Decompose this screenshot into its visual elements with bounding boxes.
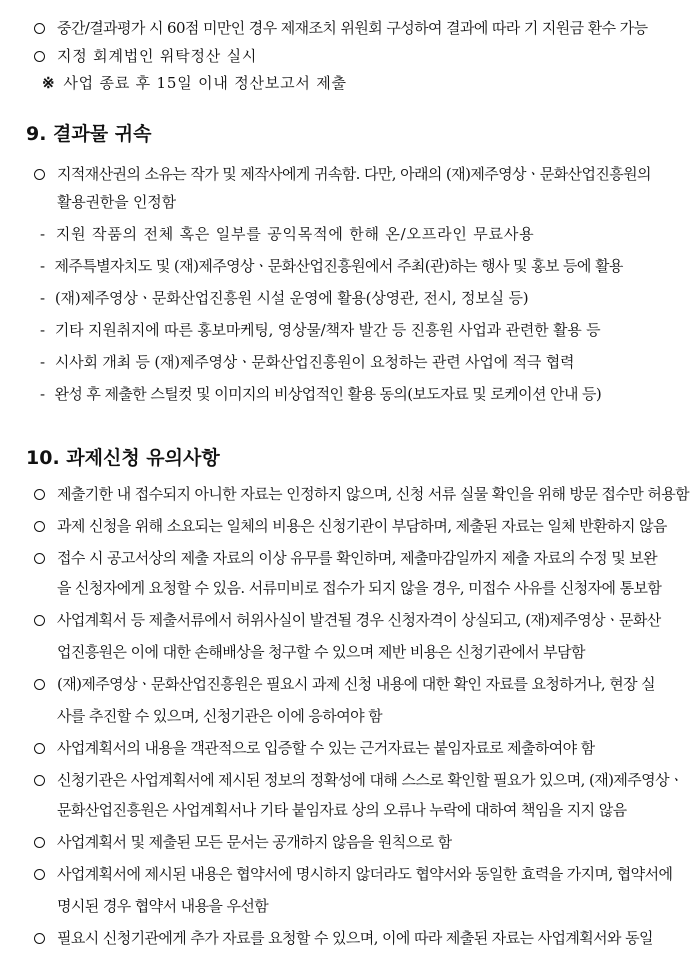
section-10-item-6: 사업계획서의 내용을 객관적으로 입증할 수 있는 근거자료는 붙임자료로 제출하여야 함 — [34, 738, 595, 758]
section-9-main-item-continued: 활용권한을 인정함 — [57, 193, 176, 211]
section-10-item-5-continued: 사를 추진할 수 있으며, 신청기관은 이에 응하여야 함 — [57, 707, 383, 725]
section-10-item-5: (재)제주영상ㆍ문화산업진흥원은 필요시 과제 신청 내용에 대한 확인 자료를 요청하거나, 현장 실 — [34, 674, 655, 694]
section-10-item-4-continued: 업진흥원은 이에 대한 손해배상을 청구할 수 있으며 제반 비용은 신청기관에서 부담함 — [57, 643, 585, 661]
circle-bullet-icon — [34, 933, 45, 944]
dash-bullet-icon: - — [40, 321, 45, 339]
circle-bullet-icon — [34, 837, 45, 848]
section-9-main-item: 지적재산권의 소유는 작가 및 제작사에게 귀속함. 다만, 아래의 (재)제주영상ㆍ문화산업진흥원의 — [34, 164, 651, 184]
circle-bullet-icon — [34, 51, 45, 62]
note-mark-icon: ※ — [42, 74, 56, 92]
section-10-item-2: 과제 신청을 위해 소요되는 일체의 비용은 신청기관이 부담하며, 제출된 자료는 일체 반환하지 않음 — [34, 516, 667, 536]
section-10-item-4: 사업계획서 등 제출서류에서 허위사실이 발견될 경우 신청자격이 상실되고, (재)제주영상ㆍ문화산 — [34, 610, 661, 630]
section-10-item-8: 사업계획서 및 제출된 모든 문서는 공개하지 않음을 원칙으로 함 — [34, 832, 452, 852]
section-10-item-3: 접수 시 공고서상의 제출 자료의 이상 유무를 확인하며, 제출마감일까지 제출 자료의 수정 및 보완 — [34, 548, 657, 568]
circle-bullet-icon — [34, 869, 45, 880]
section-9-sub-item-4: - 기타 지원취지에 따른 홍보마케팅, 영상물/책자 발간 등 진흥원 사업과 관련한 활용 등 — [40, 321, 601, 339]
circle-bullet-icon — [34, 743, 45, 754]
section-10-item-7: 신청기관은 사업계획서에 제시된 정보의 정확성에 대해 스스로 확인할 필요가 있으며, (재)제주영상ㆍ — [34, 770, 683, 790]
circle-bullet-icon — [34, 679, 45, 690]
section-10-item-9-continued: 명시된 경우 협약서 내용을 우선함 — [57, 897, 269, 915]
section-10-item-10: 필요시 신청기관에게 추가 자료를 요청할 수 있으며, 이에 따라 제출된 자료는 사업계획서와 동일 — [34, 928, 653, 948]
top-bullet-2: 지정 회계법인 위탁정산 실시 — [34, 46, 257, 66]
section-9-sub-item-5: - 시사회 개최 등 (재)제주영상ㆍ문화산업진흥원이 요청하는 관련 사업에 적극 협력 — [40, 353, 575, 371]
dash-bullet-icon: - — [40, 225, 46, 243]
top-note: ※ 사업 종료 후 15일 이내 정산보고서 제출 — [42, 74, 347, 92]
dash-bullet-icon: - — [40, 289, 45, 307]
circle-bullet-icon — [34, 489, 45, 500]
circle-bullet-icon — [34, 615, 45, 626]
circle-bullet-icon — [34, 553, 45, 564]
top-bullet-1: 중간/결과평가 시 60점 미만인 경우 제재조치 위원회 구성하여 결과에 따라 기 지원금 환수 가능 — [34, 18, 647, 38]
circle-bullet-icon — [34, 169, 45, 180]
dash-bullet-icon: - — [40, 353, 45, 371]
section-10-item-7-continued: 문화산업진흥원은 사업계획서나 기타 붙임자료 상의 오류나 누락에 대하여 책임을 지지 않음 — [57, 801, 627, 819]
section-9-sub-item-1: - 지원 작품의 전체 혹은 일부를 공익목적에 한해 온/오프라인 무료사용 — [40, 225, 535, 243]
section-10-item-9: 사업계획서에 제시된 내용은 협약서에 명시하지 않더라도 협약서와 동일한 효력을 가지며, 협약서에 — [34, 864, 672, 884]
section-10-title: 10. 과제신청 유의사항 — [26, 447, 220, 469]
circle-bullet-icon — [34, 521, 45, 532]
section-9-sub-item-6: - 완성 후 제출한 스틸컷 및 이미지의 비상업적인 활용 동의(보도자료 및 로케이션 안내 등) — [40, 385, 602, 403]
circle-bullet-icon — [34, 23, 45, 34]
section-10-item-1: 제출기한 내 접수되지 아니한 자료는 인정하지 않으며, 신청 서류 실물 확인을 위해 방문 접수만 허용함 — [34, 484, 689, 504]
section-9-sub-item-3: - (재)제주영상ㆍ문화산업진흥원 시설 운영에 활용(상영관, 전시, 정보실 등) — [40, 289, 529, 307]
section-9-title: 9. 결과물 귀속 — [26, 123, 152, 145]
dash-bullet-icon: - — [40, 385, 45, 403]
section-9-sub-item-2: - 제주특별자치도 및 (재)제주영상ㆍ문화산업진흥원에서 주최(관)하는 행사 및 홍보 등에 활용 — [40, 257, 623, 275]
circle-bullet-icon — [34, 775, 45, 786]
section-10-item-3-continued: 을 신청자에게 요청할 수 있음. 서류미비로 접수가 되지 않을 경우, 미접수 사유를 신청자에 통보함 — [57, 579, 662, 597]
dash-bullet-icon: - — [40, 257, 45, 275]
